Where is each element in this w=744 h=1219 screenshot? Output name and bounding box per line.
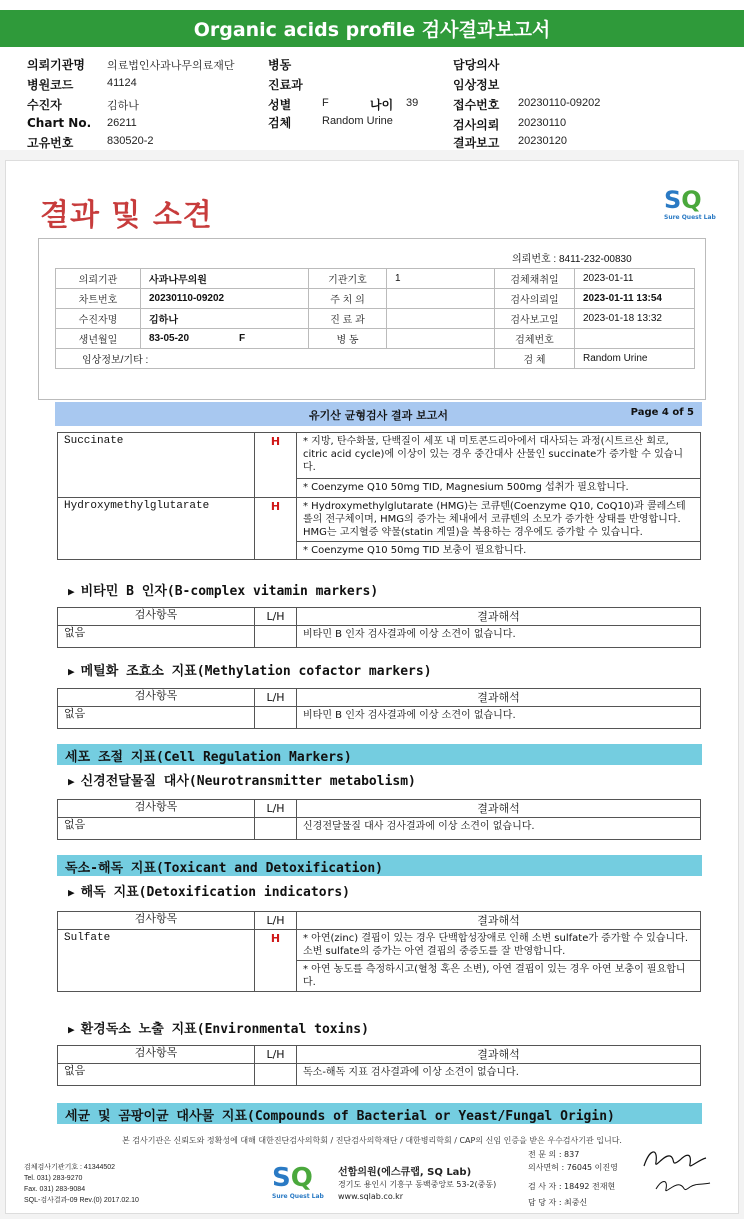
lh-cell — [255, 707, 297, 729]
interp-cell: * 아연(zinc) 결핍이 있는 경우 단백합성장애로 인해 소변 sulfate가 증가할 수 있습니다. 소변 sulfate의 증가는 아연 결핍의 중증도를 잘 반영합니다. — [297, 930, 701, 961]
info-row — [56, 329, 695, 349]
category-bacterial: 세균 및 곰팡이균 대사물 지표(Compounds of Bacterial or Yeast/Fungal Origin) — [57, 1103, 702, 1124]
hdr-label: 결과보고 — [453, 136, 500, 150]
triangle-icon: ▶ — [68, 775, 75, 788]
footer-signatures — [528, 1148, 618, 1209]
info-row — [56, 309, 695, 329]
table-row — [58, 707, 701, 729]
result-desc: * 지방, 탄수화물, 단백질이 세포 내 미토콘드리아에서 대사되는 과정(시트르산 회로, citric acid cycle)에 이상이 있는 경우 중간대사 산물인 succinate가 증가할 수 있습니다. — [297, 433, 701, 479]
info-val: 2023-01-11 13:54 — [575, 289, 695, 309]
request-number: 의뢰번호 : 8411-232-00830 — [512, 254, 632, 265]
item-cell: 없음 — [58, 818, 255, 840]
triangle-icon: ▶ — [68, 886, 75, 899]
hdr-value: Random Urine — [322, 115, 393, 127]
footer-line: Tel. 031) 283-9270 — [24, 1175, 83, 1182]
info-key: 주 치 의 — [309, 289, 387, 309]
info-val: 사과나무의원 — [141, 269, 309, 289]
item-cell: Sulfate — [58, 930, 255, 992]
info-row — [56, 289, 695, 309]
hdr-label: 검사의뢰 — [453, 118, 500, 132]
col-item: 검사항목 — [58, 800, 255, 818]
report-title: 유기산 균형검사 결과 보고서 — [309, 409, 448, 422]
vitb-table — [57, 607, 701, 648]
info-val: 1 — [387, 269, 495, 289]
hdr-value: 20230110-09202 — [518, 97, 601, 109]
result-row — [58, 498, 701, 542]
hdr-value: 의료법인사과나무의료재단 — [107, 60, 235, 72]
col-lh: L/H — [255, 1046, 297, 1064]
col-item: 검사항목 — [58, 608, 255, 626]
hdr-value: 41124 — [107, 77, 137, 89]
subhead-text: 비타민 B 인자(B-complex vitamin markers) — [80, 584, 379, 599]
hdr-label: 수진자 — [27, 98, 62, 112]
info-val: 2023-01-11 — [575, 269, 695, 289]
info-val — [387, 329, 495, 349]
hdr-label: 나이 — [370, 98, 394, 112]
col-interp: 결과해석 — [297, 608, 701, 626]
info-val — [141, 329, 309, 349]
signature-icon — [640, 1144, 710, 1174]
triangle-icon: ▶ — [68, 1023, 75, 1036]
org-web: www.sqlab.co.kr — [338, 1192, 404, 1201]
subhead-neuro — [68, 770, 416, 789]
item-cell: 없음 — [58, 707, 255, 729]
result-name: Hydroxymethylglutarate — [58, 498, 255, 560]
patient-header — [0, 52, 744, 152]
item-cell: 없음 — [58, 626, 255, 648]
hdr-label: 진료과 — [268, 78, 303, 92]
birthdate: 83-05-20 — [149, 333, 190, 344]
logo-sub: Sure Quest Lab — [272, 1193, 324, 1200]
info-key: 검사보고일 — [495, 309, 575, 329]
result-desc: * Hydroxymethylglutarate (HMG)는 코큐텐(Coenzyme Q10, CoQ10)과 콜레스테롤의 전구체이며, HMG의 증가는 체내에서 코큐텐의 소모가 증가한 상태를 반영합니다. HMG는 고지혈증 약물(statin 계열)을 복용하는 경우에도 증가할 수 있습니다. — [297, 498, 701, 542]
table-header — [58, 1046, 701, 1064]
info-row — [56, 349, 695, 369]
hdr-value: 26211 — [107, 117, 137, 129]
info-val: 2023-01-18 13:32 — [575, 309, 695, 329]
triangle-icon: ▶ — [68, 585, 75, 598]
col-lh: L/H — [255, 800, 297, 818]
footer-org — [338, 1167, 496, 1203]
table-row — [58, 818, 701, 840]
section-title: 결과 및 소견 — [40, 198, 213, 233]
interp-cell: 독소-해독 지표 검사결과에 이상 소견이 없습니다. — [297, 1064, 701, 1086]
sign-line: 담 당 자 : 최중신 — [528, 1198, 588, 1207]
subhead-text: 환경독소 노출 지표(Environmental toxins) — [80, 1022, 369, 1037]
hdr-label: 병동 — [268, 58, 292, 72]
hdr-value: 20230110 — [518, 117, 567, 129]
info-key: 검 체 — [495, 349, 575, 369]
org-address: 경기도 용인시 기흥구 동백중앙로 53-2(중동) — [338, 1180, 497, 1189]
neuro-table — [57, 799, 701, 840]
hdr-label: 담당의사 — [453, 58, 500, 72]
table-header — [58, 608, 701, 626]
report-banner — [0, 10, 744, 47]
hdr-value: 39 — [406, 97, 419, 109]
info-val — [575, 329, 695, 349]
info-row — [56, 269, 695, 289]
col-interp: 결과해석 — [297, 800, 701, 818]
subhead-methyl — [68, 660, 432, 679]
hdr-label: 고유번호 — [27, 136, 74, 150]
info-key: 수진자명 — [56, 309, 141, 329]
lh-cell — [255, 818, 297, 840]
logo-s: S — [272, 1163, 291, 1193]
interp-cell: 비타민 B 인자 검사결과에 이상 소견이 없습니다. — [297, 707, 701, 729]
subhead-env — [68, 1018, 369, 1037]
hdr-label: 성별 — [268, 98, 292, 112]
env-table — [57, 1045, 701, 1086]
result-rec: * Coenzyme Q10 50mg TID, Magnesium 500mg 섭취가 필요합니다. — [297, 479, 701, 498]
info-key: 차트번호 — [56, 289, 141, 309]
info-val — [387, 289, 495, 309]
hdr-value: 김하나 — [107, 100, 139, 112]
col-lh: L/H — [255, 689, 297, 707]
info-clinical: 임상정보/기타 : — [56, 349, 495, 369]
triangle-icon: ▶ — [68, 665, 75, 678]
page-indicator: Page 4 of 5 — [630, 407, 694, 418]
table-row — [58, 1064, 701, 1086]
info-val: 20230110-09202 — [141, 289, 309, 309]
subhead-text: 신경전달물질 대사(Neurotransmitter metabolism) — [80, 774, 416, 789]
hdr-label: 접수번호 — [453, 98, 500, 112]
hdr-label: 병원코드 — [27, 78, 74, 92]
info-key: 검체채취일 — [495, 269, 575, 289]
col-lh: L/H — [255, 912, 297, 930]
interp-cell: 비타민 B 인자 검사결과에 이상 소견이 없습니다. — [297, 626, 701, 648]
report-head — [55, 402, 702, 426]
subhead-vitb — [68, 580, 378, 599]
result-name: Succinate — [58, 433, 255, 498]
hdr-value: F — [322, 97, 329, 109]
info-key: 병 동 — [309, 329, 387, 349]
info-val: 김하나 — [141, 309, 309, 329]
subhead-text: 해독 지표(Detoxification indicators) — [80, 885, 351, 900]
lh-cell — [255, 626, 297, 648]
info-key: 진 료 과 — [309, 309, 387, 329]
info-val: Random Urine — [575, 349, 695, 369]
footer-logo — [272, 1163, 324, 1200]
result-flag: H — [255, 433, 297, 498]
col-item: 검사항목 — [58, 912, 255, 930]
footer-note: 본 검사기관은 신뢰도와 정확성에 대해 대한진단검사의학회 / 진단검사의학재단 / 대한병리학회 / CAP의 신임 인증을 받은 우수검사기관 입니다. — [122, 1136, 622, 1145]
methyl-table — [57, 688, 701, 729]
info-key: 검체번호 — [495, 329, 575, 349]
col-interp: 결과해석 — [297, 1046, 701, 1064]
org-name: 선함의원(에스큐랩, SQ Lab) — [338, 1167, 472, 1178]
hdr-label: 의뢰기관명 — [27, 58, 85, 72]
lh-cell: H — [255, 930, 297, 992]
result-rec: * Coenzyme Q10 50mg TID 보충이 필요합니다. — [297, 542, 701, 560]
footer-line: SQL-검사결과-09 Rev.(0) 2017.02.10 — [24, 1197, 139, 1204]
sign-line: 전 문 의 : 837 — [528, 1150, 580, 1159]
sex: F — [239, 333, 246, 344]
footer-line: Fax. 031) 283-9084 — [24, 1186, 86, 1193]
hdr-label: 임상정보 — [453, 78, 500, 92]
table-header — [58, 800, 701, 818]
logo-q: Q — [681, 186, 702, 214]
item-cell: 없음 — [58, 1064, 255, 1086]
result-flag: H — [255, 498, 297, 560]
info-key: 생년월일 — [56, 329, 141, 349]
detox-table — [57, 911, 701, 992]
logo-q: Q — [290, 1163, 313, 1193]
category-tox: 독소-해독 지표(Toxicant and Detoxification) — [57, 855, 702, 876]
footer-left — [24, 1162, 139, 1206]
hdr-value: 20230120 — [518, 135, 567, 147]
table-header — [58, 689, 701, 707]
banner-title: Organic acids profile 검사결과보고서 — [193, 19, 551, 41]
col-item: 검사항목 — [58, 689, 255, 707]
table-row — [58, 930, 701, 961]
info-table — [55, 268, 695, 369]
result-row — [58, 433, 701, 479]
interp-cell: 신경전달물질 대사 검사결과에 이상 소견이 없습니다. — [297, 818, 701, 840]
info-val — [387, 309, 495, 329]
logo-sub: Sure Quest Lab — [664, 214, 716, 221]
col-lh: L/H — [255, 608, 297, 626]
hdr-label: 검체 — [268, 116, 292, 130]
table-header — [58, 912, 701, 930]
table-row — [58, 626, 701, 648]
hdr-value: 830520-2 — [107, 135, 154, 147]
col-interp: 결과해석 — [297, 912, 701, 930]
col-interp: 결과해석 — [297, 689, 701, 707]
sign-line: 검 사 자 : 18492 전재현 — [528, 1182, 616, 1191]
sq-logo — [664, 186, 716, 221]
info-key: 검사의뢰일 — [495, 289, 575, 309]
lh-cell — [255, 1064, 297, 1086]
sign-line: 의사면허 : 76045 이진영 — [528, 1163, 618, 1172]
subhead-text: 메틸화 조효소 지표(Methylation cofactor markers) — [80, 664, 432, 679]
info-key: 의뢰기관 — [56, 269, 141, 289]
hdr-label: Chart No. — [27, 116, 92, 130]
result-table — [57, 432, 701, 560]
signature-icon — [654, 1175, 714, 1197]
category-cell: 세포 조절 지표(Cell Regulation Markers) — [57, 744, 702, 765]
col-item: 검사항목 — [58, 1046, 255, 1064]
footer-line: 검체검사기관기호 : 41344502 — [24, 1164, 116, 1171]
logo-s: S — [664, 186, 682, 214]
interp-rec: * 아연 농도를 측정하시고(혈청 혹은 소변), 아연 결핍이 있는 경우 아연 보충이 필요합니다. — [297, 961, 701, 992]
subhead-detox — [68, 881, 350, 900]
info-key: 기관기호 — [309, 269, 387, 289]
